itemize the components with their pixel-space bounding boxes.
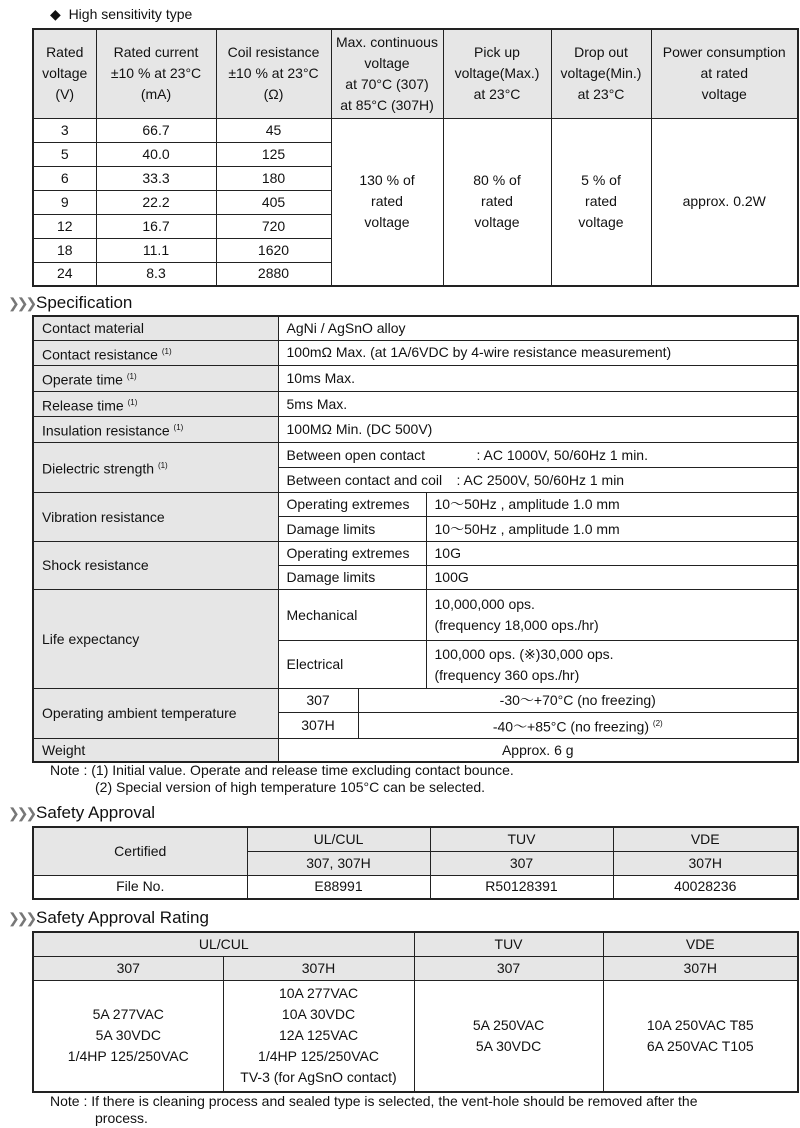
cert-model: 307H (613, 851, 798, 875)
rating-note: Note : If there is cleaning process and sealed type is selected, the vent-hole should be removed after the process. (50, 1093, 698, 1126)
spec-value: 10G (426, 542, 798, 566)
coil-cell: 125 (216, 142, 331, 166)
rating-values: 10A 250VAC T85 6A 250VAC T105 (603, 980, 798, 1092)
rating-values-row (33, 980, 798, 1092)
diamond-icon: ◆ (50, 6, 61, 22)
spec-label: Vibration resistance (33, 493, 278, 542)
coil-row (33, 118, 798, 142)
spec-value: 100MΩ Min. (DC 500V) (278, 417, 798, 443)
spec-heading: ❯❯❯ Specification (8, 293, 133, 312)
rating-values: 5A 250VAC 5A 30VDC (414, 980, 603, 1092)
spec-notes: Note : (1) Initial value. Operate and release time excluding contact bounce. (2) Special version of high temperature 105°C can be selected. (50, 762, 514, 795)
coil-cell: 2880 (216, 262, 331, 286)
spec-label: Shock resistance (33, 542, 278, 590)
spec-value: 10ms Max. (278, 366, 798, 392)
spec-label: Contact resistance $^{(1)}$ (33, 340, 278, 366)
coil-cell: 40.0 (96, 142, 216, 166)
coil-cell: 6 (33, 166, 96, 190)
coil-cell: 9 (33, 190, 96, 214)
spec-value: 100,000 ops. (※)30,000 ops. (frequency 360 ops./hr) (426, 641, 798, 689)
coil-cell: 18 (33, 238, 96, 262)
file-no: R50128391 (430, 875, 613, 899)
coil-header-row (33, 29, 798, 118)
spec-sublabel: Operating extremes (278, 542, 426, 566)
spec-sublabel: Operating extremes (278, 493, 426, 517)
spec-value: 10～50Hz , amplitude 1.0 mm (426, 517, 798, 542)
certified-label: Certified (33, 827, 247, 875)
max-continuous-cell: 130 % of rated voltage (331, 118, 443, 286)
spec-value: 100mΩ Max. (at 1A/6VDC by 4-wire resistance measurement) (278, 340, 798, 366)
rating-values: 10A 277VAC 10A 30VDC 12A 125VAC 1/4HP 125/250VAC TV-3 (for AgSnO contact) (223, 980, 414, 1092)
spec-label: Operating ambient temperature (33, 689, 278, 739)
spec-value: 10～50Hz , amplitude 1.0 mm (426, 493, 798, 517)
coil-cell: 1620 (216, 238, 331, 262)
spec-sublabel: Electrical (278, 641, 426, 689)
rating-heading: ❯❯❯ Safety Approval Rating (8, 908, 209, 927)
spec-table (32, 315, 799, 763)
coil-table (32, 28, 799, 287)
rating-model: 307 (414, 956, 603, 980)
coil-cell: 11.1 (96, 238, 216, 262)
coil-cell: 8.3 (96, 262, 216, 286)
cert-body: TUV (430, 827, 613, 851)
rating-group: TUV (414, 932, 603, 956)
column-header: Coil resistance ±10 % at 23°C (Ω) (216, 29, 331, 118)
file-no: 40028236 (613, 875, 798, 899)
coil-cell: 180 (216, 166, 331, 190)
spec-label: Life expectancy (33, 590, 278, 689)
spec-label: Release time $^{(1)}$ (33, 391, 278, 417)
triple-chevron-icon: ❯❯❯ (8, 294, 35, 311)
coil-cell: 24 (33, 262, 96, 286)
spec-value: -30～+70°C (no freezing) (358, 689, 798, 713)
coil-cell: 33.3 (96, 166, 216, 190)
spec-label: Insulation resistance $^{(1)}$ (33, 417, 278, 443)
cert-model: 307 (430, 851, 613, 875)
coil-cell: 5 (33, 142, 96, 166)
column-header: Drop out voltage(Min.) at 23°C (551, 29, 651, 118)
coil-cell: 720 (216, 214, 331, 238)
spec-value: 10,000,000 ops. (frequency 18,000 ops./hr) (426, 590, 798, 641)
coil-cell: 45 (216, 118, 331, 142)
rating-group: UL/CUL (33, 932, 414, 956)
cert-body: UL/CUL (247, 827, 430, 851)
rating-group: VDE (603, 932, 798, 956)
coil-cell: 405 (216, 190, 331, 214)
spec-label: Contact material (33, 316, 278, 340)
spec-sublabel: Mechanical (278, 590, 426, 641)
approval-table (32, 826, 799, 900)
coil-cell: 22.2 (96, 190, 216, 214)
rating-values: 5A 277VAC 5A 30VDC 1/4HP 125/250VAC (33, 980, 223, 1092)
spec-value: AgNi / AgSnO alloy (278, 316, 798, 340)
rating-model: 307H (223, 956, 414, 980)
file-no-label: File No. (33, 875, 247, 899)
rating-model: 307 (33, 956, 223, 980)
spec-sublabel: 307H (278, 713, 358, 739)
spec-label: Weight (33, 738, 278, 762)
spec-value: Approx. 6 g (278, 738, 798, 762)
spec-value: -40～+85°C (no freezing) $^{(2)}$ (358, 713, 798, 739)
column-header: Rated voltage (V) (33, 29, 96, 118)
spec-value: Between contact and coil : AC 2500V, 50/60Hz 1 min (278, 468, 798, 493)
drop-out-cell: 5 % of rated voltage (551, 118, 651, 286)
rating-table (32, 931, 799, 1093)
spec-value: 100G (426, 566, 798, 590)
pick-up-cell: 80 % of rated voltage (443, 118, 551, 286)
spec-label: Operate time $^{(1)}$ (33, 366, 278, 392)
coil-cell: 16.7 (96, 214, 216, 238)
column-header: Power consumption at rated voltage (651, 29, 798, 118)
spec-sublabel: 307 (278, 689, 358, 713)
coil-cell: 3 (33, 118, 96, 142)
column-header: Rated current ±10 % at 23°C (mA) (96, 29, 216, 118)
spec-label: Dielectric strength $^{(1)}$ (33, 443, 278, 493)
spec-sublabel: Damage limits (278, 517, 426, 542)
power-consumption-cell: approx. 0.2W (651, 118, 798, 286)
spec-sublabel: Damage limits (278, 566, 426, 590)
column-header: Max. continuous voltage at 70°C (307) at 85°C (307H) (331, 29, 443, 118)
rating-model: 307H (603, 956, 798, 980)
column-header: Pick up voltage(Max.) at 23°C (443, 29, 551, 118)
triple-chevron-icon: ❯❯❯ (8, 804, 35, 821)
spec-value: 5ms Max. (278, 391, 798, 417)
spec-value: Between open contact : AC 1000V, 50/60Hz 1 min. (278, 443, 798, 468)
cert-body: VDE (613, 827, 798, 851)
approval-heading: ❯❯❯ Safety Approval (8, 803, 156, 822)
triple-chevron-icon: ❯❯❯ (8, 909, 35, 926)
coil-cell: 66.7 (96, 118, 216, 142)
section-title-high-sensitivity: ◆ High sensitivity type (50, 6, 193, 22)
cert-model: 307, 307H (247, 851, 430, 875)
coil-cell: 12 (33, 214, 96, 238)
file-no: E88991 (247, 875, 430, 899)
